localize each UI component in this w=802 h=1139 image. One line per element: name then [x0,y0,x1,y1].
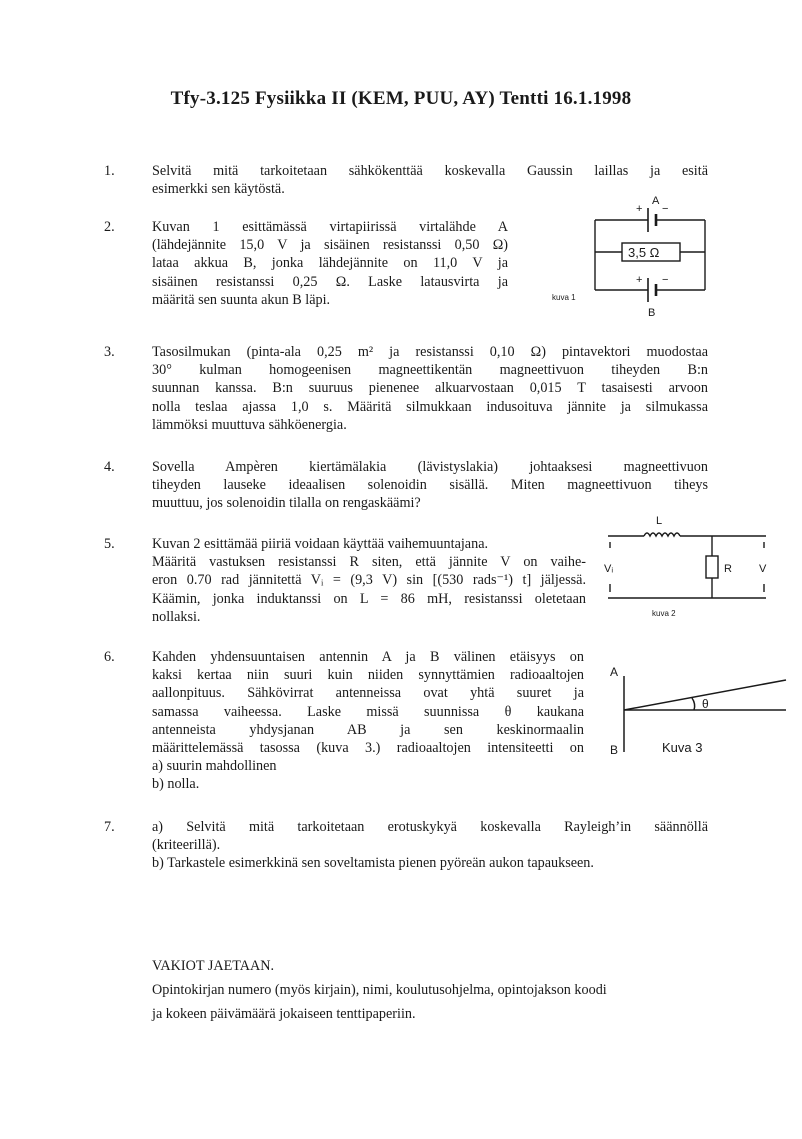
fig2-label-v: V [759,563,767,575]
fig2-label-r: R [724,563,732,575]
question-5-line: Määritä vastuksen resistanssi R siten, että jännite V on vaihe- [152,554,586,571]
theta-arc [692,698,695,710]
question-1-line: Selvitä mitä tarkoitetaan sähkökenttää koskevalla Gaussin laillas ja esitä [152,163,708,179]
fig1-resistor-label: 3,5 Ω [628,245,660,260]
question-4-line: Sovella Ampèren kiertämälakia (lävistyslakia) johtaaksesi magneettivuon [152,459,708,475]
question-2-line: (lähdejännite 15,0 V ja sisäinen resistanssi 0,50 Ω) [152,237,508,254]
question-6-line: aallonpituus. Sähkövirrat antenneissa ovat yhtä suuret ja [152,685,584,702]
question-number-1: 1. [104,163,115,179]
question-6 [152,648,584,794]
question-number-7: 7. [104,819,115,835]
question-5-line: nollaksi. [152,608,201,625]
question-2-line: sisäinen resistanssi 0,25 Ω. Laske latausvirta ja [152,273,508,290]
question-number-4: 4. [104,459,115,475]
question-7 [152,818,708,873]
question-6-line: a) suurin mahdollinen [152,758,277,775]
fig2-label-vi: Vᵢ [604,563,614,575]
question-3-line: lämmöksi muuttuva sähköenergia. [152,416,347,433]
question-6-line: b) nolla. [152,776,200,793]
question-number-6: 6. [104,649,115,665]
question-3-line: suunnan kanssa. B:n suuruus pienenee alkuarvostaan 0,015 T tasaisesti arvoon [152,380,708,397]
figure-1-circuit [550,190,720,320]
figure-3-antennas [600,662,790,762]
question-number-5: 5. [104,536,115,552]
question-6-line: antenneista yhdysjanan AB ja sen keskinormaalin [152,721,584,738]
fig2-caption: kuva 2 [652,609,676,618]
question-2-line: Kuvan 1 esittämässä virtapiirissä virtalähde A [152,219,508,235]
fig1-label-a: A [652,195,660,207]
question-3-line: 30° kulman homogeenisen magneettikentän magneettivuon tiheyden B:n [152,362,708,379]
question-6-line: samassa vaiheessa. Laske missä suunnissa θ kaukana [152,703,584,720]
fig1-label-b: B [648,307,656,319]
question-2-line: määritä sen suunta akun B läpi. [152,291,331,308]
fig1-plus-a: + [636,203,643,215]
footer-heading: VAKIOT JAETAAN. [152,958,275,974]
question-1-line: esimerkki sen käytöstä. [152,181,285,198]
question-5 [152,535,586,626]
inductor-coil [644,533,680,536]
footer-line: ja kokeen päivämäärä jokaiseen tenttipaperiin. [152,1006,416,1022]
question-7-line: b) Tarkastele esimerkkinä sen soveltamista pienen pyöreän aukon tapaukseen. [152,855,594,872]
question-5-line: Käämin, jonka induktanssi on L = 86 mH, resistanssi oletetaan [152,590,586,607]
fig1-caption: kuva 1 [552,293,576,302]
fig2-label-l: L [656,515,663,527]
question-3-line: nolla teslaa ajassa 1,0 s. Määritä silmukkaan indusoituva jännite ja silmukassa [152,398,708,415]
question-6-line: Kahden yhdensuuntaisen antennin A ja B välinen etäisyys on [152,649,584,665]
resistor-box [706,556,718,578]
question-4-line: muuttuu, jos solenoidin tilalla on rengaskäämi? [152,495,421,512]
fig1-minus-a: − [662,203,669,215]
question-7-line: a) Selvitä mitä tarkoitetaan erotuskykyä koskevalla Rayleigh’in säännöllä [152,819,708,835]
question-3 [152,343,708,434]
question-number-2: 2. [104,219,115,235]
footer-notes [152,954,722,1026]
fig3-theta: θ [702,697,709,711]
question-7-line: (kriteerillä). [152,837,221,854]
question-6-line: määrittelemässä tasossa (kuva 3.) radioaaltojen intensiteetti on [152,740,584,757]
fig3-label-b: B [610,743,619,757]
fig3-label-a: A [610,665,619,679]
fig3-caption: Kuva 3 [662,740,703,755]
fig1-plus-b: + [636,274,643,286]
fig1-minus-b: − [662,274,669,286]
figure-2-circuit [596,512,776,622]
question-number-3: 3. [104,344,115,360]
question-6-line: kaksi kertaa niin suuri kuin niiden synnyttämien radioaaltojen [152,667,584,684]
question-2-line: lataa akkua B, jonka lähdejännite on 11,0 V ja [152,255,508,272]
question-2 [152,218,508,309]
question-5-line: Kuvan 2 esittämää piiriä voidaan käyttää vaihemuuntajana. [152,536,489,552]
question-5-line: eron 0.70 rad jännitettä Vᵢ = (9,3 V) sin [(530 rads⁻¹) t] jäljessä. [152,572,586,589]
question-4-line: tiheyden lauseke ideaalisen solenoidin sisällä. Miten magneettivuon tiheys [152,477,708,494]
question-4 [152,458,708,513]
exam-title: Tfy-3.125 Fysiikka II (KEM, PUU, AY) Tentti 16.1.1998 [170,88,632,109]
question-3-line: Tasosilmukan (pinta-ala 0,25 m² ja resistanssi 0,10 Ω) pintavektori muodostaa [152,344,708,360]
footer-line: Opintokirjan numero (myös kirjain), nimi, koulutusohjelma, opintojakson koodi [152,982,607,998]
